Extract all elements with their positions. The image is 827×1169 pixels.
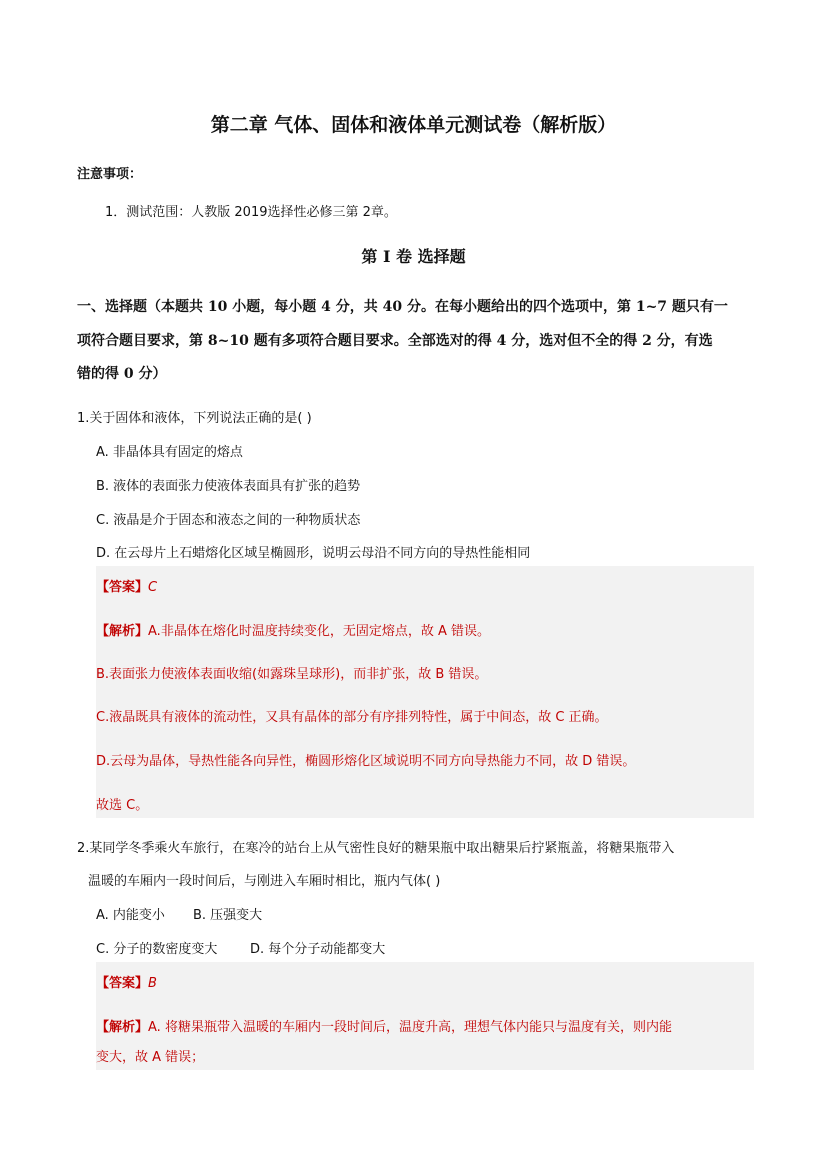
instructions bbox=[77, 291, 757, 392]
q1-option-c: C. 液晶是介于固态和液态之间的一种物质状态 bbox=[96, 513, 361, 528]
q2-option-b: B. 压强变大 bbox=[193, 908, 263, 923]
q1-analysis-line: C.液晶既具有液体的流动性，又具有晶体的部分有序排列特性，属于中间态，故 C 正确。 bbox=[96, 710, 608, 725]
q1-option-d: D. 在云母片上石蜡熔化区域呈椭圆形，说明云母沿不同方向的导热性能相同 bbox=[96, 546, 531, 561]
instruction-line: 一、选择题（本题共 10 小题，每小题 4 分，共 40 分。在每小题给出的四个选项中，第 1~7 题只有一 bbox=[77, 299, 728, 315]
q1-analysis-line bbox=[96, 620, 490, 639]
answer-value: B bbox=[148, 976, 157, 991]
q1-conclusion: 故选 C。 bbox=[96, 798, 149, 813]
question-2-stem: 2.某同学冬季乘火车旅行，在寒冷的站台上从气密性良好的糖果瓶中取出糖果后拧紧瓶盖，将糖果瓶带入 bbox=[77, 841, 675, 856]
q2-option-a: A. 内能变小 bbox=[96, 908, 165, 923]
answer-value: C bbox=[148, 580, 158, 595]
q1-analysis-line: D.云母为晶体，导热性能各向异性，椭圆形熔化区域说明不同方向导热能力不同，故 D 错误。 bbox=[96, 754, 636, 769]
answer-label: 【答案】 bbox=[96, 976, 149, 991]
notice-item: 1．测试范围：人教版 2019选择性必修三第 2章。 bbox=[105, 205, 397, 220]
q1-answer bbox=[96, 576, 157, 595]
q2-answer bbox=[96, 972, 157, 991]
analysis-label: 【解析】 bbox=[96, 624, 149, 639]
q1-answer-box bbox=[96, 566, 754, 818]
instruction-line: 错的得 0 分） bbox=[77, 366, 167, 382]
q2-option-d: D. 每个分子动能都变大 bbox=[250, 942, 386, 957]
question-2-stem: 温暖的车厢内一段时间后，与刚进入车厢时相比，瓶内气体( ) bbox=[88, 874, 441, 889]
notice-heading: 注意事项： bbox=[77, 167, 143, 182]
q1-analysis-line: B.表面张力使液体表面收缩(如露珠呈球形)，而非扩张，故 B 错误。 bbox=[96, 667, 488, 682]
q2-analysis-line bbox=[96, 1016, 672, 1035]
answer-label: 【答案】 bbox=[96, 580, 149, 595]
q2-option-c: C. 分子的数密度变大 bbox=[96, 942, 218, 957]
section-title: 第 I 卷 选择题 bbox=[361, 247, 466, 266]
page-title: 第二章 气体、固体和液体单元测试卷（解析版） bbox=[210, 114, 617, 136]
analysis-label: 【解析】 bbox=[96, 1020, 149, 1035]
q1-option-a: A. 非晶体具有固定的熔点 bbox=[96, 445, 243, 460]
instruction-line: 项符合题目要求，第 8~10 题有多项符合题目要求。全部选对的得 4 分，选对但不全的得 2 分，有选 bbox=[77, 332, 713, 349]
q1-option-b: B. 液体的表面张力使液体表面具有扩张的趋势 bbox=[96, 479, 361, 494]
q2-analysis-line: 变大，故 A 错误； bbox=[96, 1050, 205, 1065]
analysis-text: A. 将糖果瓶带入温暖的车厢内一段时间后，温度升高，理想气体内能只与温度有关，则内能 bbox=[148, 1020, 672, 1035]
analysis-text: A.非晶体在熔化时温度持续变化，无固定熔点，故 A 错误。 bbox=[148, 624, 490, 639]
question-1-stem: 1.关于固体和液体，下列说法正确的是( ) bbox=[77, 411, 312, 426]
